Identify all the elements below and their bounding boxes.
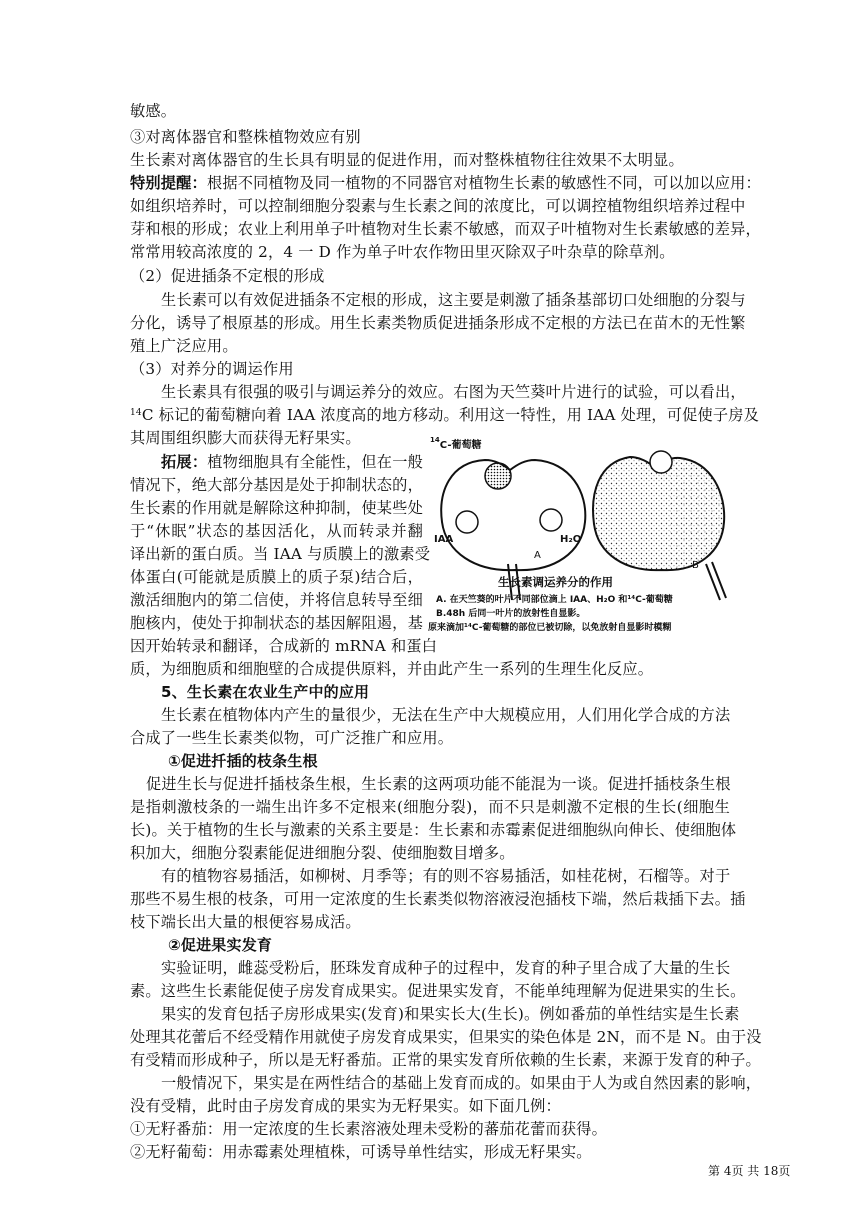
cut-spot [650,451,672,473]
text-line: 合成了一些生长素类似物，可广泛推广和应用。 [130,729,454,747]
text-span: 植物细胞具有全能性，但在一般 [207,453,423,471]
figure-caption-b: B.48h 后同一叶片的放射性自显影。 [436,609,586,619]
subheading: （3）对养分的调运作用 [130,360,294,378]
text-line [130,404,760,426]
text-line: 那些不易生根的枝条，可用一定浓度的生长素类似物溶液浸泡插枝下端，然后栽插下去。插 [130,890,746,908]
text-line: 没有受精，此时由子房发育成的果实为无籽果实。如下面几例： [130,1097,561,1115]
text-line: 体蛋白(可能就是质膜上的质子泵)结合后， [130,568,423,586]
text-line: 处理其花蕾后不经受精作用就使子房发育成果实，但果实的染色体是 2N，而不是 N。由于没 [130,1028,762,1046]
iaa-label: IAA [434,534,454,545]
leaf-figure [430,432,730,632]
text-line: 情况下，绝大部分基因是处于抑制状态的， [130,476,423,494]
text-line: 枝下端长出大量的根便容易成活。 [130,913,361,931]
text-line: 因开始转录和翻译，合成新的 mRNA 和蛋白 [130,637,438,655]
text-line: 其周围组织膨大而获得无籽果实。 [130,429,361,447]
text-line: 殖上广泛应用。 [130,337,238,355]
text-line: ③对离体器官和整株植物效应有别 [130,128,361,146]
text-line: 素。这些生长素能促使子房发育成果实。促进果实发育，不能单纯理解为促进果实的生长。 [130,982,746,1000]
h2o-spot [540,509,562,531]
glucose-spot [485,463,511,489]
text-line: 促进生长与促进扦插枝条生根，生长素的这两项功能不能混为一谈。促进扦插枝条生根 [146,775,731,793]
h2o-label: H₂O [560,534,582,545]
text-span: 根据不同植物及同一植物的不同器官对植物生长素的敏感性不同，可以加以应用： [206,174,761,192]
superscript: 14 [130,408,142,418]
text-line: 译出新的蛋白质。当 IAA 与质膜上的激素受 [130,545,431,563]
text-line: 于“休眠”状态的基因活化，从而转录并翻 [130,522,423,540]
text-line: 质，为细胞质和细胞壁的合成提供原料，并由此产生一系列的生理生化反应。 [130,660,654,678]
text-line: 生长素的作用就是解除这种抑制，使某些处 [130,499,423,517]
leaf-b-right-sparse [670,462,723,570]
subheading: （2）促进插条不定根的形成 [130,267,325,285]
special-note-line [130,172,761,194]
label-a: A [534,550,541,561]
text-line: 芽和根的形成；农业上利用单子叶植物对生长素不敏感，而双子叶植物对生长素敏感的差异， [130,220,761,238]
text-line: 一般情况下，果实是在两性结合的基础上发育而成的。如果由于人为或自然因素的影响， [161,1074,762,1092]
text-line: 生长素具有很强的吸引与调运养分的效应。右图为天竺葵叶片进行的试验，可以看出， [161,383,746,401]
page-number: 第 4页 共 18页 [708,1164,791,1178]
extension-line [161,451,423,473]
extension-label: 拓展： [161,453,208,471]
iaa-spot [456,511,478,533]
text-line: 生长素对离体器官的生长具有明显的促进作用，而对整株植物往往效果不太明显。 [130,151,684,169]
text-line: 有的植物容易插活，如柳树、月季等；有的则不容易插活，如桂花树，石榴等。对于 [161,867,731,885]
text-line: ①无籽番茄：用一定浓度的生长素溶液处理未受粉的蕃茄花蕾而获得。 [130,1120,608,1138]
text-line: 胞核内，使处于抑制状态的基因解阻遏，基 [130,614,423,632]
text-line: 分化，诱导了根原基的形成。用生长素类物质促进插条形成不定根的方法已在苗木的无性繁 [130,314,746,332]
label-b: B [692,560,699,571]
subsection-heading: ①促进扦插的枝条生根 [168,752,318,770]
figure-title: 生长素调运养分的作用 [498,575,613,589]
text-line: 长)。关于植物的生长与激素的关系主要是：生长素和赤霉素促进细胞纵向伸长、使细胞体 [130,821,737,839]
subsection-heading: ②促进果实发育 [168,936,273,954]
special-note-label: 特别提醒： [130,174,207,192]
figure-caption-a: A. 在天竺葵的叶片不同部位滴上 IAA、H₂O 和¹⁴C-葡萄糖 [436,595,673,605]
text-line: 积加大，细胞分裂素能促进细胞分裂、使细胞数目增多。 [130,844,515,862]
text-line: 敏感。 [130,102,177,120]
text-line: 有受精而形成种子，所以是无籽番茄。正常的果实发育所依赖的生长素，来源于发育的种子。 [130,1051,761,1069]
text-line: 激活细胞内的第二信使，并将信息转导至细 [130,591,423,609]
section-heading: 5、生长素在农业生产中的应用 [161,683,370,701]
text-line: 生长素可以有效促进插条不定根的形成，这主要是刺激了插条基部切口处细胞的分裂与 [161,291,746,309]
text-line: 生长素在植物体内产生的量很少，无法在生产中大规模应用，人们用化学合成的方法 [161,706,731,724]
text-line: 果实的发育包括子房形成果实(发育)和果实长大(生长)。例如番茄的单性结实是生长素 [161,1005,740,1023]
leaf-b-stem [706,562,726,600]
text-line: 实验证明，雌蕊受粉后，胚珠发育成种子的过程中，发育的种子里合成了大量的生长 [161,959,731,977]
figure-caption-note: 原来滴加¹⁴C-葡萄糖的部位已被切除，以免放射自显影时模糊 [428,623,672,633]
glucose-label: $^{14}$C-葡萄糖 [430,436,482,451]
text-line: 常常用较高浓度的 2，4 一 D 作为单子叶农作物田里灭除双子叶杂草的除草剂。 [130,243,675,261]
text-line: 如组织培养时，可以控制细胞分裂素与生长素之间的浓度比，可以调控植物组织培养过程中 [130,197,746,215]
text-span: C 标记的葡萄糖向着 IAA 浓度高的地方移动。利用这一特性，用 IAA 处理，可促使子房及 [141,406,760,424]
text-line: 是指刺激枝条的一端生出许多不定根来(细胞分裂)，而不只是刺激不定根的生长(细胞生 [130,798,730,816]
text-line: ②无籽葡萄：用赤霉素处理植株，可诱导单性结实，形成无籽果实。 [130,1143,592,1161]
